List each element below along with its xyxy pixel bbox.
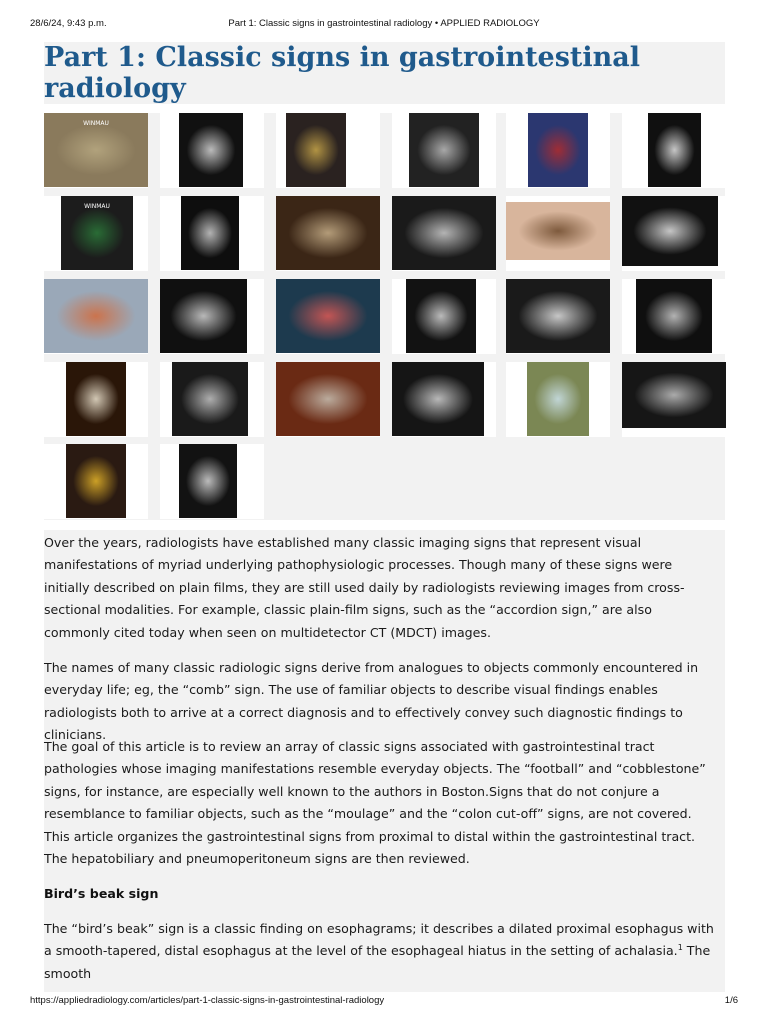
- angiogram-image[interactable]: [636, 279, 712, 353]
- gallery-cell[interactable]: [44, 279, 148, 354]
- horn-image[interactable]: [276, 196, 380, 270]
- print-datetime: 28/6/24, 9:43 p.m.: [30, 18, 107, 29]
- section-paragraph-tail: The smooth: [44, 943, 711, 981]
- footnote-ref[interactable]: 1: [677, 943, 683, 953]
- print-header: [0, 0, 768, 40]
- title-band: [44, 42, 725, 104]
- duck-statue-image[interactable]: [44, 113, 148, 187]
- gallery-cell[interactable]: [276, 113, 380, 188]
- gallery-cell[interactable]: [506, 113, 610, 188]
- dartboard-image[interactable]: [61, 196, 133, 270]
- gallery-cell[interactable]: [160, 196, 264, 271]
- esophagram-xray-image[interactable]: [179, 113, 243, 187]
- gallery-cell[interactable]: [160, 362, 264, 437]
- section-paragraph: [44, 918, 720, 985]
- gallery-cell[interactable]: [276, 362, 380, 437]
- buoys-image[interactable]: [276, 279, 380, 353]
- stomach-xray-image[interactable]: [181, 196, 239, 270]
- rope-coil-image[interactable]: [527, 362, 589, 436]
- print-page-title: Part 1: Classic signs in gastrointestinal radiology • APPLIED RADIOLOGY: [228, 18, 540, 29]
- gallery-cell[interactable]: [622, 196, 726, 271]
- figure-flag-image[interactable]: [528, 113, 588, 187]
- gallery-cell[interactable]: [44, 113, 148, 188]
- gallery-cell[interactable]: [44, 196, 148, 271]
- intro-paragraph: Over the years, radiologists have established many classic imaging signs that represent visual manifestations of myriad underlying pathophysiologic processes. Though many of these signs were initially described on plain films, they are still used daily by radiologists reviewing images from cross-sectional modalities. For example, classic plain-film signs, such as the “accordion sign,” are also commonly cited today when seen on multidetector CT (MDCT) images.: [44, 535, 685, 640]
- corkscrew-image[interactable]: [286, 113, 346, 187]
- gallery-cell[interactable]: [160, 279, 264, 354]
- paragraph-2: The names of many classic radiologic signs derive from analogues to objects commonly encountered in everyday life; eg, the “comb” sign. The use of familiar objects to describe visual findings enables radiologists both to arrive at a correct diagnosis and to effectively convey such diagnostic findings to clinicians.: [44, 660, 699, 743]
- abdominal-xray-image[interactable]: [406, 279, 476, 353]
- gallery-cell[interactable]: [506, 362, 610, 437]
- gallery-cell[interactable]: [392, 362, 496, 437]
- gallery-cell[interactable]: [160, 113, 264, 188]
- barium-enema-image[interactable]: [622, 362, 726, 428]
- windsock-image[interactable]: [44, 279, 148, 353]
- gallery-cell[interactable]: [622, 113, 726, 188]
- gallery-cell[interactable]: [392, 113, 496, 188]
- gallery-cell[interactable]: [506, 196, 610, 271]
- colon-xray-image[interactable]: [622, 196, 718, 266]
- medal-ribbon-image[interactable]: [66, 444, 126, 518]
- gallery-cell[interactable]: [44, 362, 148, 437]
- print-page-number: 1/6: [724, 995, 738, 1006]
- leather-bag-image[interactable]: [506, 202, 610, 260]
- print-footer: [0, 992, 768, 1024]
- bowel-xray-image[interactable]: [392, 196, 496, 270]
- esophagus-xray-image[interactable]: [409, 113, 479, 187]
- gallery-cell[interactable]: [44, 444, 148, 519]
- image-label: WINMAU: [83, 120, 109, 127]
- small-bowel-xray-image[interactable]: [392, 362, 484, 436]
- image-gallery: [44, 113, 725, 520]
- paragraph-3: The goal of this article is to review an array of classic signs associated with gastrointestinal tract pathologies whose imaging manifestations resemble everyday objects. The “football” and “cobblestone” signs, for instance, are especially well known to the authors in Boston.Signs that do not conjure a resemblance to familiar objects, such as the “moulage” and the “colon cut-off” signs, are not covered. This article organizes the gastrointestinal signs from proximal to distal within the gastrointestinal tract. The hepatobiliary and pneumoperitoneum signs are then reviewed.: [44, 739, 706, 867]
- round-xray-image[interactable]: [160, 279, 247, 353]
- pearl-necklace-image[interactable]: [66, 362, 126, 436]
- spine-xray-image[interactable]: [172, 362, 248, 436]
- article-body: [44, 530, 725, 992]
- contrast-xray-image[interactable]: [648, 113, 701, 187]
- gallery-cell[interactable]: [276, 196, 380, 271]
- gallery-cell[interactable]: [506, 279, 610, 354]
- gallery-cell[interactable]: [622, 362, 726, 437]
- gallery-cell[interactable]: [392, 279, 496, 354]
- page-title: Part 1: Classic signs in gastrointestinal radiology: [44, 42, 641, 104]
- section-heading-birds-beak: Bird’s beak sign: [44, 886, 159, 901]
- gallery-cell[interactable]: [276, 279, 380, 354]
- image-label: WINMAU: [84, 203, 110, 210]
- gallery-cell[interactable]: [392, 196, 496, 271]
- print-url[interactable]: https://appliedradiology.com/articles/part-1-classic-signs-in-gastrointestinal-radiology: [30, 995, 385, 1006]
- gallery-cell[interactable]: [622, 279, 726, 354]
- shield-emblem-image[interactable]: [506, 279, 610, 353]
- serpentine-xray-image[interactable]: [179, 444, 237, 518]
- coin-stack-image[interactable]: [276, 362, 380, 436]
- section-paragraph-text: The “bird’s beak” sign is a classic finding on esophagrams; it describes a dilated proximal esophagus with a smooth-tapered, distal esophagus at the level of the esophageal hiatus in the setting of achalasia.: [44, 921, 714, 959]
- gallery-cell[interactable]: [160, 444, 264, 519]
